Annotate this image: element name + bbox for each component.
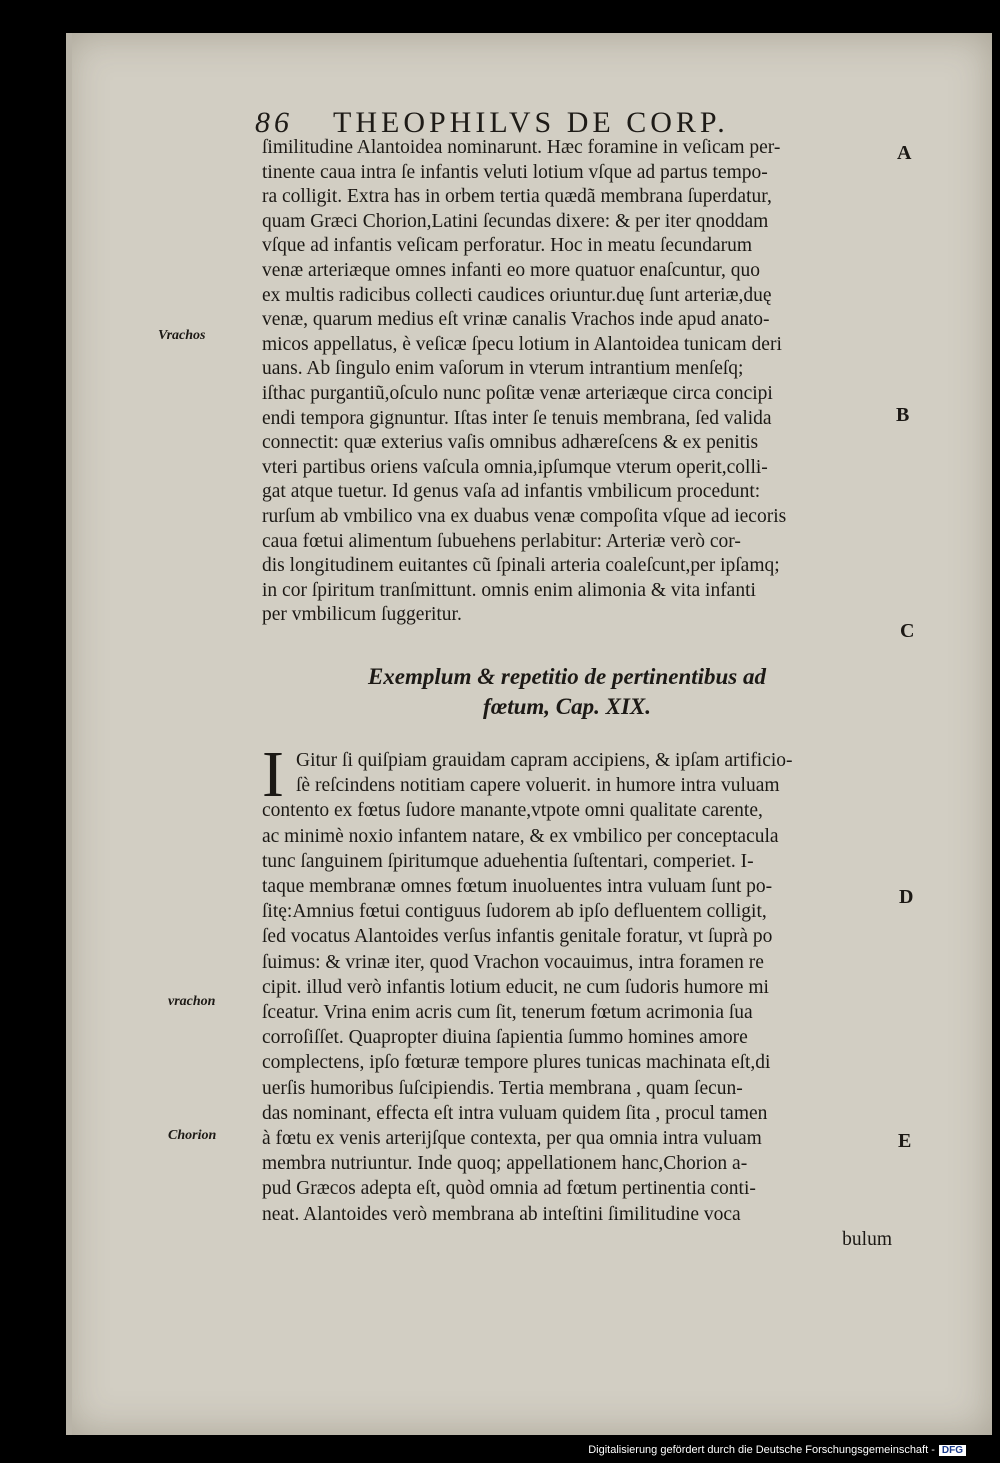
text-line: das nominant, effecta eſt intra vuluam quidem ſita , procul tamen — [262, 1102, 768, 1124]
text-line: caua fœtui alimentum ſubuehens perlabitur: Arteriæ verò cor- — [262, 530, 741, 552]
text-line: ra colligit. Extra has in orbem tertia quædã membrana ſuperdatur, — [262, 186, 772, 208]
page-gutter — [66, 33, 72, 1435]
section-letter-c: C — [900, 620, 915, 642]
text-line: uans. Ab ſingulo enim vaſorum in vterum intrantium menſeſq; — [262, 358, 744, 380]
text-line: rurſum ab vmbilico vna ex duabus venæ compoſita vſque ad iecoris — [262, 505, 787, 527]
text-line: vſque ad infantis veſicam perforatur. Hoc in meatu ſecundarum — [262, 235, 753, 257]
text-line: micos appellatus, è veſicæ ſpecu lotium in Alantoidea tunicam deri — [262, 333, 782, 355]
text-line: dis longitudinem euitantes cũ ſpinali arteria coaleſcunt,per ipſamq; — [262, 555, 780, 577]
text-line: ex multis radicibus collecti caudices oriuntur.duę ſunt arteriæ,duę — [262, 284, 772, 306]
running-title: THEOPHILVS DE CORP. — [333, 106, 729, 139]
section-letter-a: A — [897, 142, 912, 164]
text-line: contento ex fœtus ſudore manante,vtpote omni qualitate carente, — [262, 800, 763, 822]
text-line: quam Græci Chorion,Latini ſecundas dixere: & per iter qnoddam — [262, 210, 769, 232]
chapter-heading-line-1: Exemplum & repetitio de pertinentibus ad — [367, 664, 767, 689]
text-line: endi tempora gignuntur. Iſtas inter ſe tenuis membrana, ſed valida — [262, 407, 772, 429]
body-text — [262, 136, 892, 628]
text-line: Gitur ſi quiſpiam grauidam capram accipiens, & ipſam artificio- — [296, 750, 793, 771]
digitization-credit — [588, 1444, 966, 1456]
text-line: tunc ſanguinem ſpiritumque aduehentia ſuſtentari, comperiet. I- — [262, 850, 754, 872]
text-line: vteri partibus oriens vaſcula omnia,ipſumque vterum operit,colli- — [262, 456, 768, 478]
section-letter-e: E — [898, 1130, 912, 1152]
catchword: bulum — [842, 1228, 892, 1250]
text-line: iſthac purgantiũ,oſculo nunc poſitæ venæ arteriæque circa concipi — [262, 382, 773, 404]
text-line: in cor ſpiritum tranſmittunt. omnis enim alimonia & vita infanti — [262, 579, 756, 601]
text-line: corroſiſſet. Quapropter diuina ſapientia ſummo homines amore — [262, 1027, 748, 1049]
section-letter-b: B — [896, 404, 910, 426]
text-line: neat. Alantoides verò membrana ab inteſtini ſimilitudine voca — [262, 1203, 741, 1225]
drop-cap: I — [262, 738, 284, 811]
chapter-text — [262, 748, 892, 1252]
text-line: pud Græcos adepta eſt, quòd omnia ad fœtum pertinentia conti- — [262, 1178, 756, 1200]
page-number: 86 — [255, 106, 293, 139]
text-line: cipit. illud verò infantis lotium educit, ne cum ſudoris humore mi — [262, 976, 769, 998]
text-line: ſè reſcindens notitiam capere voluerit. in humore intra vuluam — [296, 775, 780, 797]
text-line: ſuimus: & vrinæ iter, quod Vrachon vocauimus, intra foramen re — [262, 951, 764, 973]
text-line: membra nutriuntur. Inde quoq; appellationem hanc,Chorion a- — [262, 1153, 748, 1175]
text-line: per vmbilicum ſuggeritur. — [262, 604, 462, 626]
margin-note-vrachos: Vrachos — [158, 328, 206, 343]
text-line: uerſis humoribus ſuſcipiendis. Tertia membrana , quam ſecun- — [262, 1077, 743, 1099]
text-line: ſimilitudine Alantoidea nominarunt. Hæc foramine in veſicam per- — [262, 137, 781, 158]
text-line: ſed vocatus Alantoides verſus infantis genitale foratur, vt ſuprà po — [262, 926, 773, 948]
dfg-logo: DFG — [939, 1445, 966, 1456]
margin-note-chorion: Chorion — [168, 1128, 217, 1143]
text-line: gat atque tuetur. Id genus vaſa ad infantis vmbilicum procedunt: — [262, 481, 761, 503]
section-letter-d: D — [899, 886, 914, 908]
text-line: ſitę:Amnius fœtui contiguus ſudorem ab ipſo defluentem colligit, — [262, 901, 767, 923]
text-line: connectit: quæ exterius vaſis omnibus adhæreſcens & ex penitis — [262, 432, 759, 454]
text-line: complectens, ipſo fœturæ tempore plures tunicas machinata eſt,di — [262, 1052, 771, 1074]
text-line: tinente caua intra ſe infantis veluti lotium vſque ad partus tempo- — [262, 161, 768, 183]
text-line: ſceatur. Vrina enim acris cum ſit, tenerum fœtum acrimonia ſua — [262, 1002, 753, 1024]
text-line: venæ, quarum medius eſt vrinæ canalis Vrachos inde apud anato- — [262, 309, 770, 331]
chapter-heading-line-2: fœtum, Cap. XIX. — [482, 694, 652, 719]
credit-text: Digitalisierung gefördert durch die Deutsche Forschungsgemeinschaft - — [588, 1444, 935, 1456]
text-line: ac minimè noxio infantem natare, & ex vmbilico per conceptacula — [262, 825, 779, 847]
margin-note-vrachon: vrachon — [168, 994, 216, 1009]
text-line: venæ arteriæque omnes infanti eo more quatuor enaſcuntur, quo — [262, 259, 760, 281]
text-line: à fœtu ex venis arterijſque contexta, per qua omnia intra vuluam — [262, 1128, 762, 1150]
chapter-heading — [262, 662, 872, 722]
text-line: taque membranæ omnes fœtum inuoluentes intra vuluam ſunt po- — [262, 876, 773, 898]
